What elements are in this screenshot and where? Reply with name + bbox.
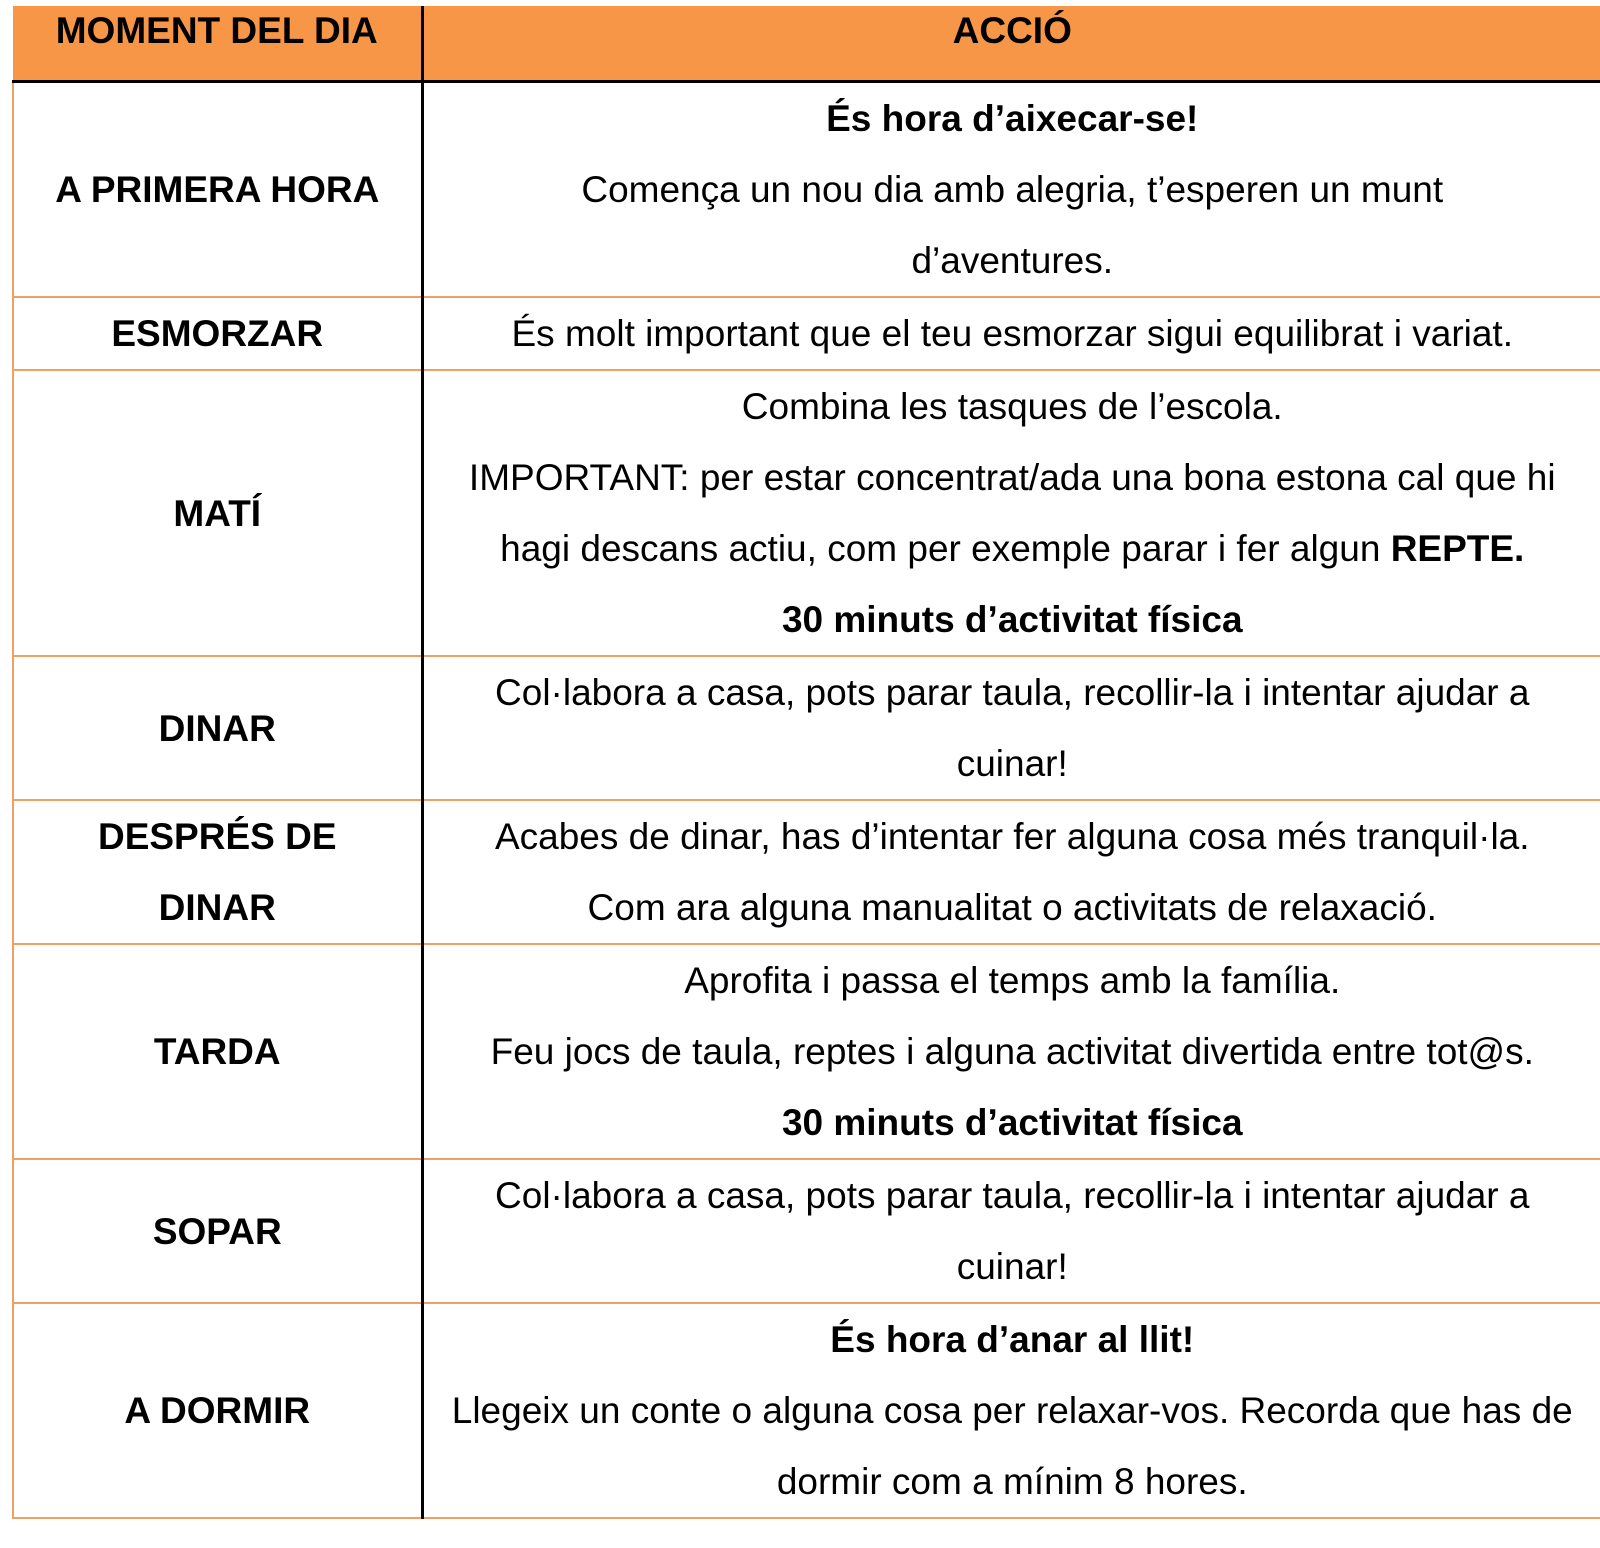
action-line: 30 minuts d’activitat física xyxy=(781,599,1243,640)
action-column-header: ACCIÓ xyxy=(422,6,1600,82)
action-cell xyxy=(422,1303,1600,1518)
action-line xyxy=(424,442,1600,584)
moment-cell: DINAR xyxy=(13,656,422,800)
action-cell xyxy=(422,656,1600,800)
action-line: És hora d’aixecar-se! xyxy=(826,98,1199,139)
action-cell xyxy=(422,370,1600,656)
action-line: És hora d’anar al llit! xyxy=(830,1319,1195,1360)
action-line: Col·labora a casa, pots parar taula, recollir-la i intentar ajudar a cuinar! xyxy=(495,1175,1530,1287)
table-row xyxy=(13,656,1600,800)
moment-column-header: MOMENT DEL DIA xyxy=(13,6,422,82)
action-line: Llegeix un conte o alguna cosa per relaxar-vos. Recorda que has de dormir com a mínim 8 hores. xyxy=(451,1390,1573,1502)
moment-cell: A DORMIR xyxy=(13,1303,422,1518)
moment-cell: TARDA xyxy=(13,944,422,1159)
table-header-row xyxy=(13,6,1600,82)
action-cell xyxy=(422,800,1600,944)
table-row xyxy=(13,1303,1600,1518)
action-line: Comença un nou dia amb alegria, t’esperen un munt d’aventures. xyxy=(581,169,1444,281)
action-cell xyxy=(422,297,1600,370)
action-cell xyxy=(422,944,1600,1159)
table-row xyxy=(13,82,1600,298)
daily-schedule-table xyxy=(12,6,1600,1519)
moment-cell: ESMORZAR xyxy=(13,297,422,370)
action-line: Col·labora a casa, pots parar taula, recollir-la i intentar ajudar a cuinar! xyxy=(495,672,1530,784)
moment-cell: MATÍ xyxy=(13,370,422,656)
moment-cell: DESPRÉS DE DINAR xyxy=(13,800,422,944)
action-line: Aprofita i passa el temps amb la família. xyxy=(684,960,1341,1001)
moment-cell: A PRIMERA HORA xyxy=(13,82,422,298)
action-line: Feu jocs de taula, reptes i alguna activitat divertida entre tot@s. xyxy=(490,1031,1534,1072)
moment-cell: SOPAR xyxy=(13,1159,422,1303)
action-line: És molt important que el teu esmorzar sigui equilibrat i variat. xyxy=(511,313,1513,354)
action-line: 30 minuts d’activitat física xyxy=(781,1102,1243,1143)
table-row xyxy=(13,944,1600,1159)
table-row xyxy=(13,370,1600,656)
action-line: Acabes de dinar, has d’intentar fer alguna cosa més tranquil·la. xyxy=(494,816,1530,857)
action-line-text: IMPORTANT: per estar concentrat/ada una bona estona cal que hi hagi descans actiu, com per exemple parar i fer algun xyxy=(468,457,1556,569)
action-cell xyxy=(422,1159,1600,1303)
action-line-bold-tail: REPTE. xyxy=(1390,528,1525,569)
action-line: Combina les tasques de l’escola. xyxy=(741,386,1283,427)
table-row xyxy=(13,297,1600,370)
action-cell xyxy=(422,82,1600,298)
table-row xyxy=(13,1159,1600,1303)
action-line: Com ara alguna manualitat o activitats de relaxació. xyxy=(587,887,1437,928)
table-row xyxy=(13,800,1600,944)
